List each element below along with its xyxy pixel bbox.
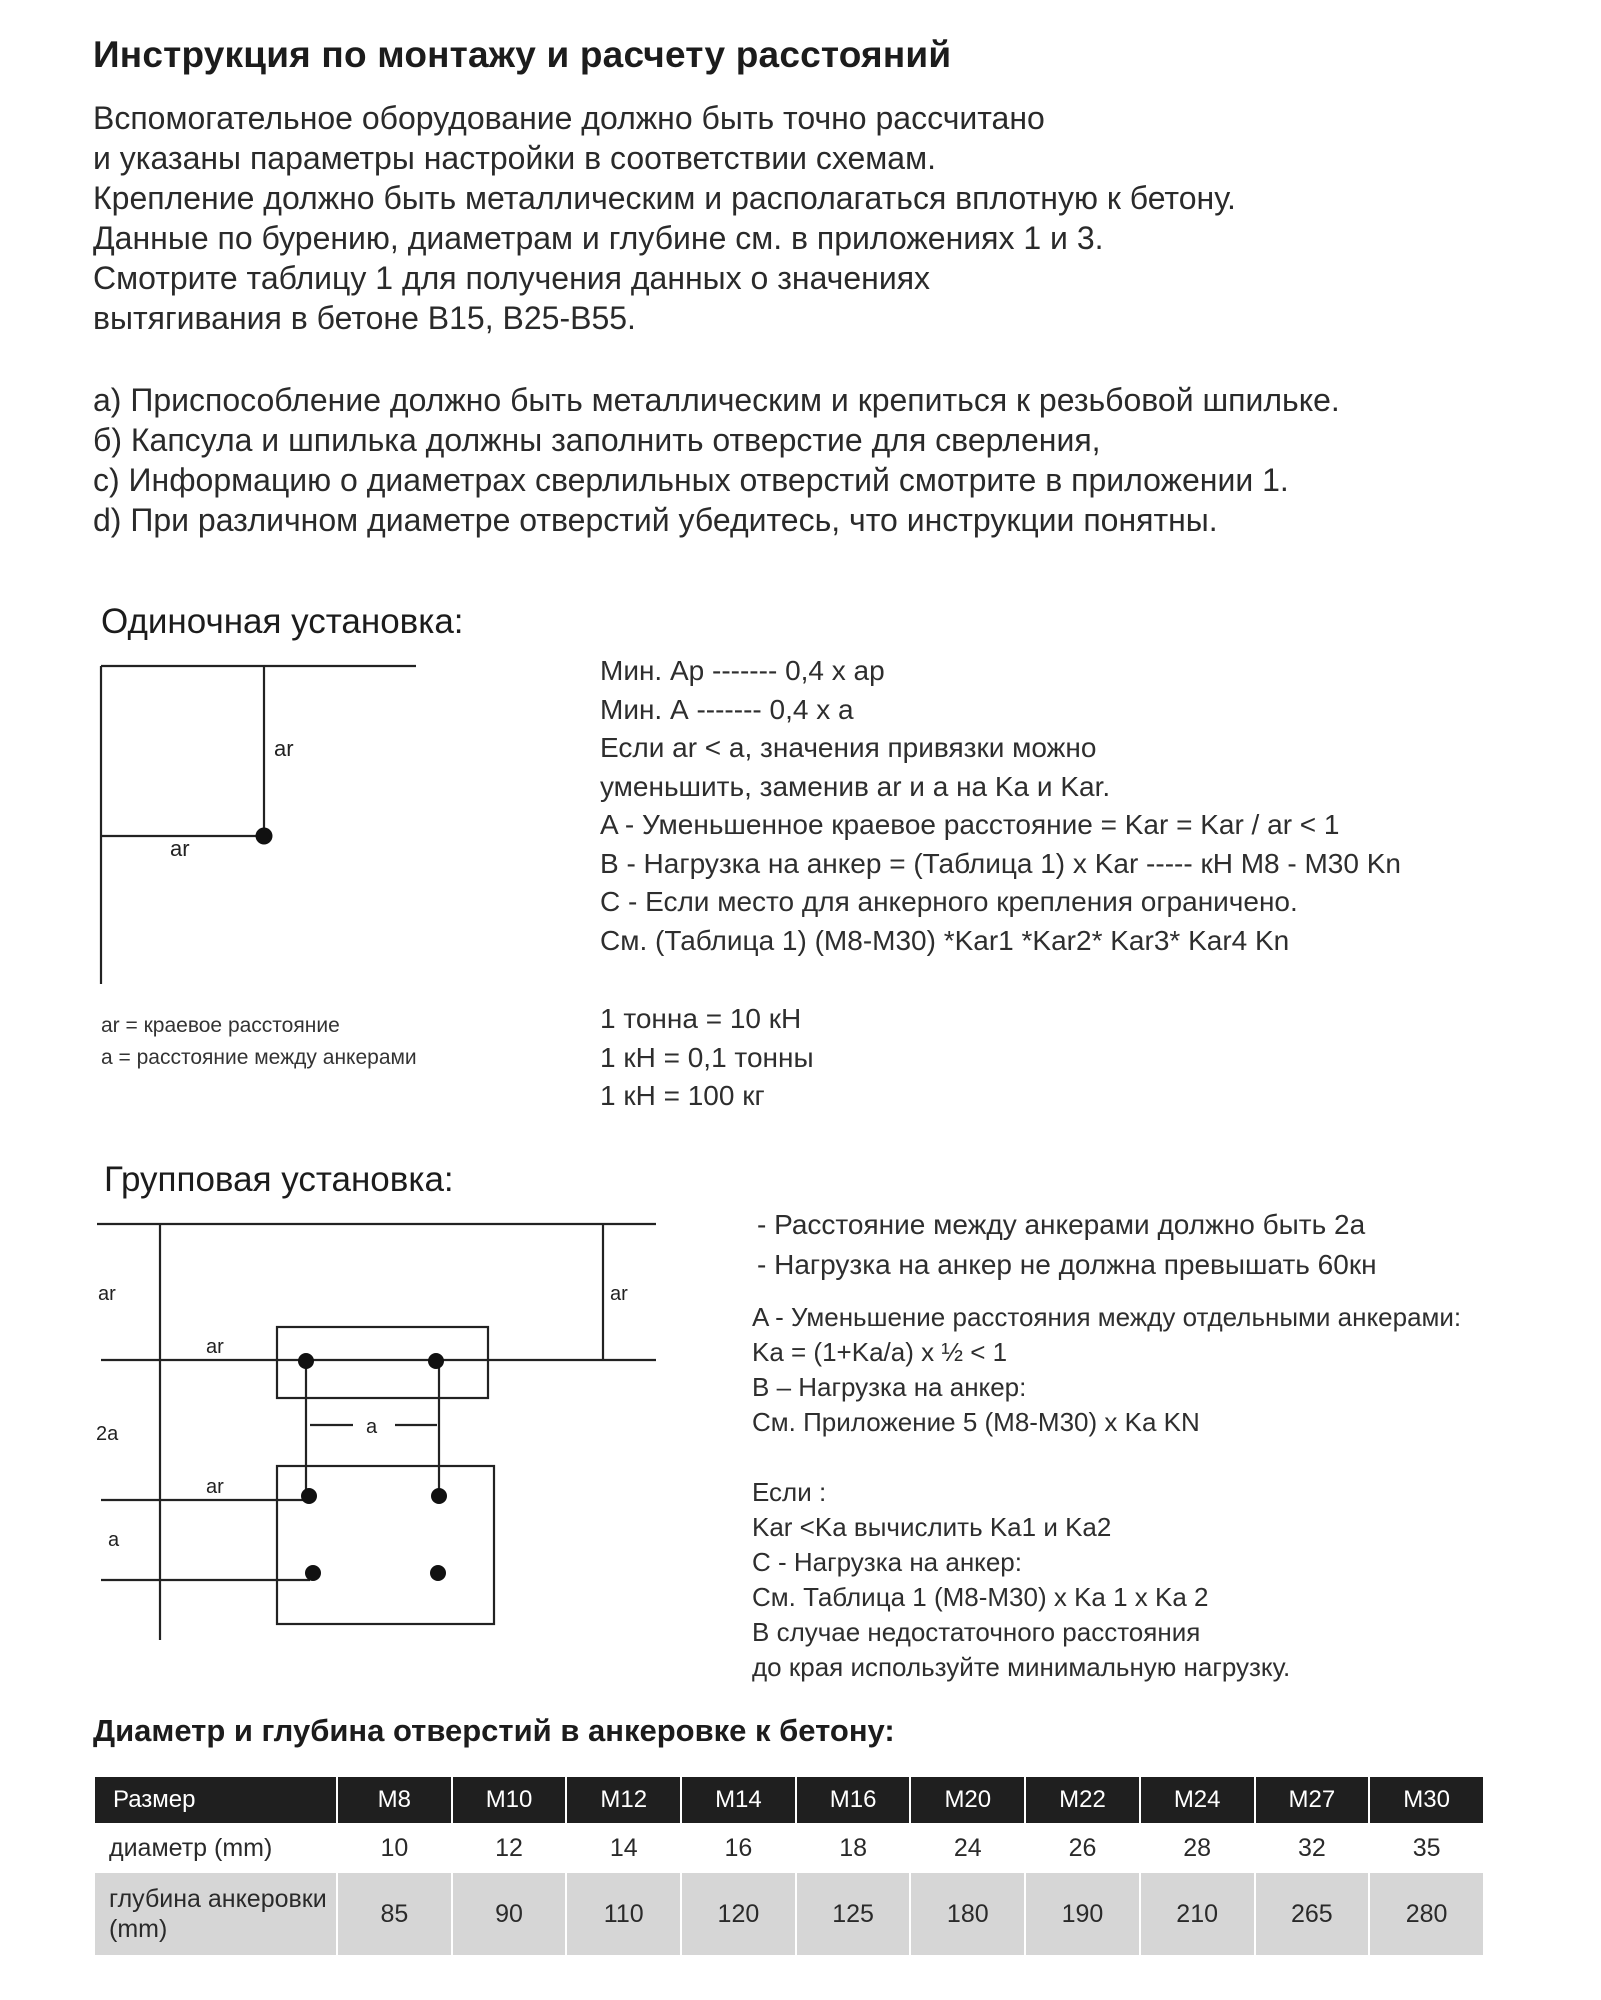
single-formulas	[600, 652, 1401, 960]
table-cell: 18	[796, 1823, 911, 1873]
group-line	[752, 1440, 1461, 1475]
intro-line: вытягивания в бетоне B15, B25-B55.	[93, 300, 636, 336]
rule-line: - Нагрузка на анкер не должна превышать 60кн	[757, 1249, 1377, 1280]
table-row-label: диаметр (mm)	[95, 1823, 337, 1873]
table-cell: 265	[1255, 1873, 1370, 1955]
legend-item: ar = краевое расстояние	[101, 1014, 340, 1037]
unit-line: 1 кН = 0,1 тонны	[600, 1041, 814, 1073]
table-heading: Диаметр и глубина отверстий в анкеровке к бетону:	[93, 1713, 895, 1748]
group-text	[752, 1300, 1461, 1685]
table-cell: 120	[681, 1873, 796, 1955]
group-line: Kar <Ka вычислить Ka1 и Ka2	[752, 1512, 1112, 1542]
table-header-cell: M27	[1255, 1777, 1370, 1823]
table-header-cell: M30	[1369, 1777, 1484, 1823]
table-cell: 24	[910, 1823, 1025, 1873]
group-rules	[757, 1205, 1377, 1285]
formula-line: Мин. А ------- 0,4 x a	[600, 693, 854, 725]
table-cell: 125	[796, 1873, 911, 1955]
unit-conversions	[600, 1000, 814, 1116]
group-line: B – Нагрузка на анкер:	[752, 1372, 1027, 1402]
table-row-label: глубина анкеровки (mm)	[95, 1873, 337, 1955]
single-installation-heading: Одиночная установка:	[101, 602, 464, 641]
group-line: См. Приложение 5 (M8-M30) x Ka KN	[752, 1407, 1200, 1437]
table-cell: 110	[566, 1873, 681, 1955]
group-line: C - Нагрузка на анкер:	[752, 1547, 1022, 1577]
note-item: б) Капсула и шпилька должны заполнить отверстие для сверления,	[93, 422, 1101, 458]
a-label-left: a	[108, 1529, 120, 1551]
table-header-cell: M24	[1140, 1777, 1255, 1823]
note-item: c) Информацию о диаметрах сверлильных отверстий смотрите в приложении 1.	[93, 462, 1289, 498]
formula-line: C - Если место для анкерного крепления ограничено.	[600, 886, 1298, 917]
table-cell: 180	[910, 1873, 1025, 1955]
table-cell: 190	[1025, 1873, 1140, 1955]
table-header-cell: M22	[1025, 1777, 1140, 1823]
formula-line: B - Нагрузка на анкер = (Таблица 1) x Kar ----- кН M8 - M30 Kn	[600, 847, 1401, 879]
group-installation-heading: Групповая установка:	[104, 1160, 454, 1199]
note-item: a) Приспособление должно быть металлическим и крепиться к резьбовой шпильке.	[93, 382, 1340, 418]
rule-line: - Расстояние между анкерами должно быть 2a	[757, 1209, 1366, 1240]
edge-label-vertical: ar	[274, 736, 294, 761]
table-cell: 10	[337, 1823, 452, 1873]
group-line: См. Таблица 1 (M8-M30) x Ka 1 x Ka 2	[752, 1582, 1209, 1612]
edge-label-left: ar	[98, 1283, 116, 1305]
edge-label-horizontal: ar	[170, 836, 190, 861]
table-row	[95, 1873, 1484, 1955]
formula-line: Если ar < a, значения привязки можно	[600, 732, 1097, 763]
table-cell: 26	[1025, 1823, 1140, 1873]
group-line: Ka = (1+Ka/a) x ½ < 1	[752, 1337, 1008, 1367]
formula-line: Мин. Ар ------- 0,4 x ap	[600, 655, 885, 686]
table-header-cell: M14	[681, 1777, 796, 1823]
table-cell: 280	[1369, 1873, 1484, 1955]
table-header-cell: M10	[452, 1777, 567, 1823]
page-title: Инструкция по монтажу и расчету расстояний	[93, 34, 952, 75]
legend-item: a = расстояние между анкерами	[101, 1046, 417, 1069]
group-line: Если :	[752, 1477, 827, 1507]
intro-line: Вспомогательное оборудование должно быть точно рассчитано	[93, 100, 1045, 136]
table-cell: 210	[1140, 1873, 1255, 1955]
table-header-cell: M12	[566, 1777, 681, 1823]
unit-line: 1 тонна = 10 кН	[600, 1003, 802, 1034]
table-header-cell: Размер	[95, 1777, 337, 1823]
anchor-point	[256, 828, 273, 845]
formula-line: уменьшить, заменив ar и a на Ka и Kar.	[600, 770, 1111, 802]
table-cell: 35	[1369, 1823, 1484, 1873]
anchor-spec-table	[95, 1777, 1485, 1955]
table-cell: 12	[452, 1823, 567, 1873]
single-legend	[101, 1010, 417, 1074]
table-cell: 85	[337, 1873, 452, 1955]
group-line: до края используйте минимальную нагрузку.	[752, 1652, 1291, 1682]
intro-line: Данные по бурению, диаметрам и глубине см. в приложениях 1 и 3.	[93, 220, 1104, 256]
table-header-row	[95, 1777, 1484, 1823]
table-cell: 14	[566, 1823, 681, 1873]
table-header-cell: M20	[910, 1777, 1025, 1823]
table-cell: 90	[452, 1873, 567, 1955]
edge-label-right: ar	[610, 1283, 628, 1305]
unit-line: 1 кН = 100 кг	[600, 1080, 765, 1111]
two-a-label: 2a	[96, 1423, 119, 1445]
spacing-label: a	[366, 1416, 378, 1438]
note-item: d) При различном диаметре отверстий убедитесь, что инструкции понятны.	[93, 502, 1218, 538]
table-cell: 28	[1140, 1823, 1255, 1873]
edge-label-top-plate: ar	[206, 1336, 224, 1358]
table-header-cell: M16	[796, 1777, 911, 1823]
intro-line: Крепление должно быть металлическим и располагаться вплотную к бетону.	[93, 180, 1236, 216]
formula-line: A - Уменьшенное краевое расстояние = Kar = Kar / ar < 1	[600, 809, 1340, 840]
table-row	[95, 1823, 1484, 1873]
group-line: В случае недостаточного расстояния	[752, 1617, 1201, 1647]
intro-line: Смотрите таблицу 1 для получения данных о значениях	[93, 260, 931, 296]
table-cell: 32	[1255, 1823, 1370, 1873]
edge-label-bottom-plate: ar	[206, 1476, 224, 1498]
group-line: A - Уменьшение расстояния между отдельными анкерами:	[752, 1302, 1462, 1332]
formula-line: См. (Таблица 1) (M8-M30) *Kar1 *Kar2* Kar3* Kar4 Kn	[600, 924, 1290, 956]
table-cell: 16	[681, 1823, 796, 1873]
table-header-cell: M8	[337, 1777, 452, 1823]
intro-line: и указаны параметры настройки в соответствии схемам.	[93, 140, 936, 176]
